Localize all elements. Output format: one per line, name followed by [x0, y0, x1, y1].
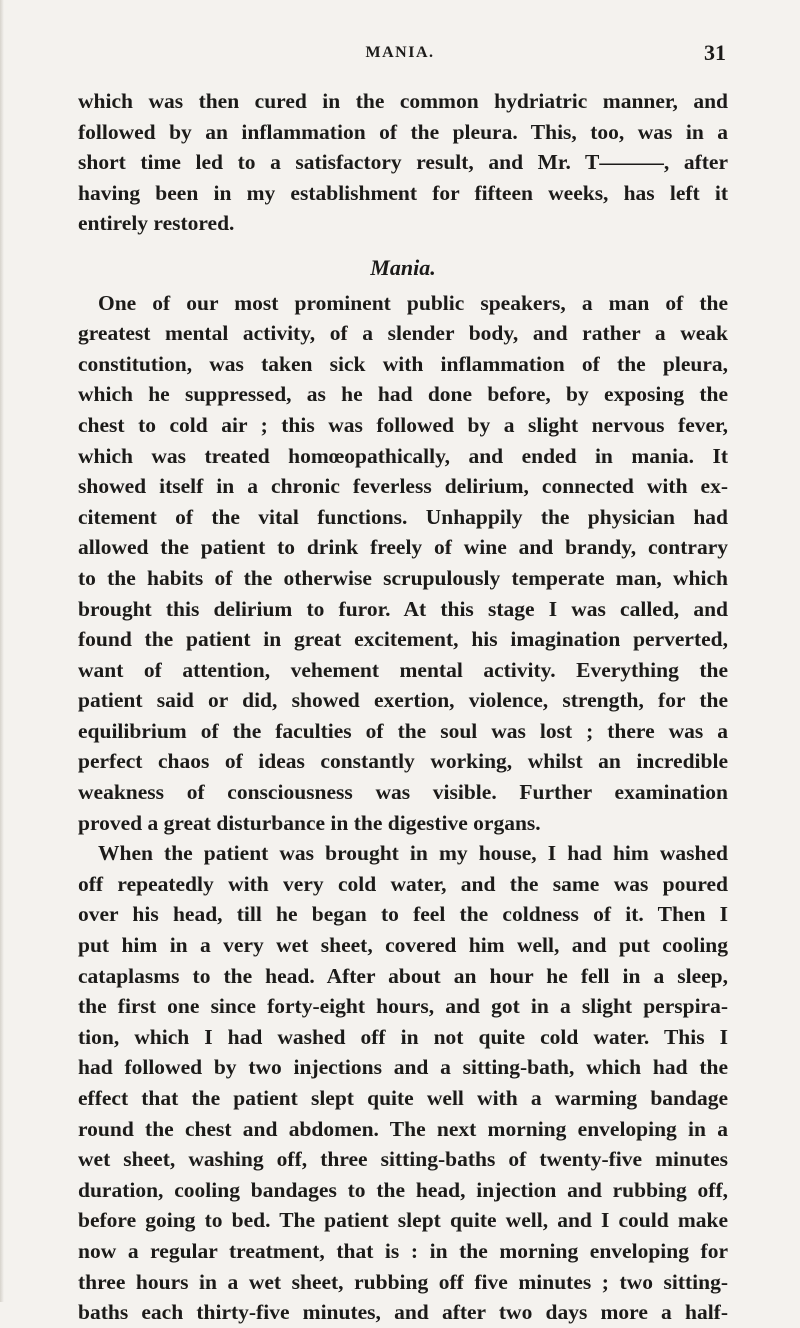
text-line: which was then cured in the common hydriatric manner, and: [78, 89, 728, 113]
body-text: [78, 86, 728, 1328]
text-line: showed itself in a chronic feverless delirium, connected with ex-: [78, 474, 728, 499]
text-line: the first one since forty-eight hours, and got in a slight perspira-: [78, 994, 728, 1019]
paragraph-3: [78, 838, 728, 1328]
text-line: over his head, till he began to feel the coldness of it. Then I: [78, 902, 728, 927]
text-line: constitution, was taken sick with inflammation of the pleura,: [78, 351, 728, 376]
text-line: three hours in a wet sheet, rubbing off five minutes ; two sitting-: [78, 1269, 728, 1294]
running-title: MANIA.: [365, 44, 435, 61]
text-line: before going to bed. The patient slept quite well, and I could make: [78, 1208, 728, 1233]
text-line: had followed by two injections and a sitting-bath, which had the: [78, 1055, 728, 1080]
text-line: having been in my establishment for fifteen weeks, has left it: [78, 180, 728, 205]
text-line: brought this delirium to furor. At this stage I was called, and: [78, 596, 728, 621]
text-line: greatest mental activity, of a slender body, and rather a weak: [78, 321, 728, 346]
text-line: When the patient was brought in my house, I had him washed: [98, 841, 728, 866]
text-line: weakness of consciousness was visible. Further examination: [78, 780, 728, 805]
section-heading: Mania.: [370, 254, 436, 280]
text-line: short time led to a satisfactory result, and Mr. T———, after: [78, 150, 728, 175]
text-line: off repeatedly with very cold water, and the same was poured: [78, 871, 728, 896]
text-line: entirely restored.: [78, 211, 235, 236]
text-line: patient said or did, showed exertion, violence, strength, for the: [78, 688, 728, 713]
text-line: now a regular treatment, that is : in the morning enveloping for: [78, 1238, 728, 1263]
text-line: chest to cold air ; this was followed by a slight nervous fever,: [78, 412, 728, 437]
text-line: equilibrium of the faculties of the soul was lost ; there was a: [78, 718, 728, 743]
paragraph-2: [78, 288, 728, 839]
text-line: put him in a very wet sheet, covered him well, and put cooling: [78, 933, 728, 958]
text-line: citement of the vital functions. Unhappily the physician had: [78, 504, 728, 529]
text-line: want of attention, vehement mental activity. Everything the: [78, 657, 728, 682]
text-line: which was treated homœopathically, and ended in mania. It: [78, 443, 728, 468]
text-line: perfect chaos of ideas constantly working, whilst an incredible: [78, 749, 728, 774]
text-line: wet sheet, washing off, three sitting-baths of twenty-five minutes: [78, 1147, 728, 1172]
text-line: cataplasms to the head. After about an hour he fell in a sleep,: [78, 963, 728, 988]
text-line: found the patient in great excitement, his imagination perverted,: [78, 627, 728, 652]
text-line: effect that the patient slept quite well with a warming bandage: [78, 1086, 728, 1110]
text-line: round the chest and abdomen. The next morning enveloping in a: [78, 1116, 728, 1141]
page-number: 31: [704, 40, 726, 65]
text-line: to the habits of the otherwise scrupulously temperate man, which: [78, 565, 728, 590]
text-line: tion, which I had washed off in not quite cold water. This I: [78, 1024, 728, 1049]
text-line: proved a great disturbance in the digestive organs.: [78, 810, 541, 835]
text-line: followed by an inflammation of the pleura. This, too, was in a: [78, 119, 728, 144]
text-line: One of our most prominent public speakers, a man of the: [98, 290, 728, 315]
paragraph-1: [78, 86, 728, 239]
page-binding-edge: [0, 0, 4, 1302]
text-line: duration, cooling bandages to the head, injection and rubbing off,: [78, 1177, 728, 1202]
text-line: baths each thirty-five minutes, and after two days more a half-: [78, 1300, 728, 1325]
text-line: which he suppressed, as he had done before, by exposing the: [78, 382, 728, 407]
text-line: allowed the patient to drink freely of wine and brandy, contrary: [78, 535, 728, 560]
